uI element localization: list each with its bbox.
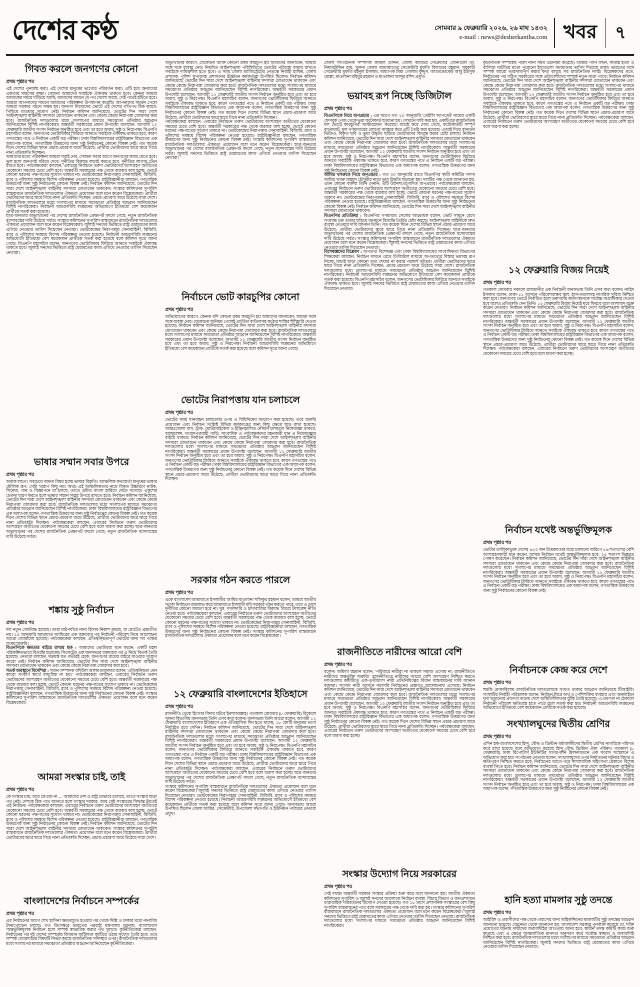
story-body [165, 590, 316, 686]
story-body [483, 280, 634, 522]
continued-from-page-one-kicker: প্রথম পৃষ্ঠার পর [6, 80, 35, 85]
body-paragraph: অভিযোগের কারণে, কেননা যদি কোনো রকম কারচুপি হয় আমাদের জানাবেন; আমরা সঙ্গে সঙ্গে ব্যবস্থা নেব। যেকোনো অনিয়ম পেলেই প্রার্থিতা বাতিলসহ কঠোর শাস্তির হুঁশিয়ারি দেওয়া হয়েছে। নির্বাচন কমিশন জানিয়েছে, ভোটের দিন সারা দেশে আইনশৃঙ্খলা বাহিনীর সদস্যরা মোতায়েন থাকবেন এবং কেন্দ্রে কেন্দ্রে নিরাপত্তা জোরদার করা হবে। রাজনৈতিক দলগুলোর মধ্যে সংলাপের মাধ্যমে সমঝোতা প্রতিষ্ঠার আহ্বান জানিয়েছেন বিশিষ্ট নাগরিকেরা। অন্তর্বর্তী সরকারের প্রধান উপদেষ্টা বলেছেন, আগামী ১২ ফেব্রুয়ারি জাতীয় সংসদ নির্বাচন অনুষ্ঠিত হবে এবং তা হবে অবাধ, সুষ্ঠু ও নিরপেক্ষ। নির্বাচনী আচরণবিধি লঙ্ঘনের অভিযোগে ইতিমধ্যে বেশ কয়েকজন প্রার্থীকে সতর্ক করা হয়েছে বলে কমিশন সূত্রে জানা গেছে। [165, 314, 316, 351]
story-body [6, 620, 157, 769]
column-2 [165, 61, 316, 973]
date-block [435, 24, 555, 42]
story-body [165, 704, 316, 964]
story-body [6, 911, 157, 961]
continued-from-page-one-kicker: প্রথম পৃষ্ঠার পর [165, 411, 194, 416]
column-1 [6, 61, 157, 973]
paragraph-lead: বিএনপিকে নিয়ে অপপ্রচার : [324, 113, 374, 118]
story-body [483, 680, 634, 716]
story-headline: ১২ ফেব্রুয়ারি বাংলাদেশের ইতিহাসে [173, 689, 308, 700]
story-headline: ভোটের নিরাপত্তায় যান চলাচলে [180, 395, 301, 406]
story-headline: গিবত করলে জনগণের কোনো [24, 64, 139, 75]
body-paragraph: আইরিশ ও প্রবাসীদের পক্ষ থেকে প্রবাসের জন্য জহিরুদ্দিনের মামলাটির সুষ্ঠু তদন্তের আহ্বান জানানো হয়েছে। জেনেভা থেকে জানানো হয়, বাংলাদেশ সরকার পুনর্ব্যক্ত করেছে যে, শক্তি প্রয়োগের ঘটনায় দায়ীদের জবাবদিহির আওতায় আনা হবে; স্বাধীন তদন্ত কমিটি কাজ শুরু করেছে এবং এ ক্ষেত্রে আন্তর্জাতিক মানদণ্ড অনুসরণ করে সর্বোচ্চ স্বচ্ছতা ও জবাবদিহি নিশ্চিত করা হবে। রাজনৈতিক দলগুলোর মধ্যে সংলাপের মাধ্যমে সমঝোতা প্রতিষ্ঠার আহ্বান জানিয়েছেন বিশিষ্ট নাগরিকেরা। জুলাই সনদের ভিত্তিতে রাষ্ট্র মেরামতের কাজ এগিয়ে নেওয়ার তাগিদ দিয়েছেন নেতারা। [483, 917, 634, 950]
story-body [483, 734, 634, 892]
header-right [435, 16, 632, 50]
story-body [6, 472, 157, 602]
continued-from-page-one-kicker: প্রথম পৃষ্ঠার পর [6, 473, 35, 478]
continued-from-page-one-kicker: প্রথম পৃষ্ঠার পর [483, 281, 512, 286]
email-line: e-mail : news@desherkantha.com [459, 34, 548, 41]
story-continuation [324, 61, 475, 88]
continued-from-page-one-kicker: প্রথম পৃষ্ঠার পর [165, 591, 194, 596]
body-paragraph: জেলা সাংগঠনিক সম্পাদক কামিল উদ্দিন, জেলা কমিটির সেক্রেটারি জেনারেল ডা. নিযামউদ্দিন রায়, খুলনা জেলা জামায়াতের সেক্রেটারি মুফতি বিলায়ের রহমান, সহকারী সেক্রেটারি মুফতি মইনুল ইসলাম, অধ্যাপক মিয়া গোলাম কুদ্দুস, অ্যাডভোকেট আবু ইউসুফ মোল্লা, মাওলানা মহিবুর রহমান ও মাওলানা আব্দুর রশিদ প্রমুখ। [324, 61, 475, 79]
story-body [324, 662, 475, 866]
page-number: ৭ [605, 18, 632, 48]
columns [6, 61, 634, 973]
paragraph-lead: আমির খসরুকে নিয়ে অপপ্রচার : [324, 172, 383, 178]
continued-from-page-one-kicker: প্রথম পৃষ্ঠার পর [324, 885, 353, 890]
story-continuation [165, 61, 316, 289]
body-paragraph: ভোটার তালিকাভুক্ত দেশের ৪৫৩ জন উত্তরদাতার মধ্যে চালানো জরিপে ৫৬ শতাংশের বেশি অংশগ্রহণকারী মনে করেন, আসন্ন নির্বাচন যথেষ্ট অন্তর্ভুক্তিমূলক হবে; ২৫ শতাংশ ভিন্নমত পোষণ করেছেন। নির্বাচন কমিশন জানিয়েছে, ভোটের দিন সারা দেশে আইনশৃঙ্খলা বাহিনীর সদস্যরা মোতায়েন থাকবেন এবং কেন্দ্রে কেন্দ্রে নিরাপত্তা জোরদার করা হবে। রাজনৈতিক দলগুলোর মধ্যে সংলাপের মাধ্যমে সমঝোতা প্রতিষ্ঠার আহ্বান জানিয়েছেন বিশিষ্ট নাগরিকেরা। অন্তর্বর্তী সরকারের প্রধান উপদেষ্টা বলেছেন, আগামী ১২ ফেব্রুয়ারি জাতীয় সংসদ নির্বাচন অনুষ্ঠিত হবে এবং তা হবে অবাধ, সুষ্ঠু ও নিরপেক্ষ। বিএনপি মহাসচিব বলেন, জনগণের ভোটাধিকার ফিরিয়ে আনতে সবাইকে ঐক্যবদ্ধ থাকতে হবে, কারণ গণতন্ত্রের পথে এ নির্বাচন একটি বড় পরীক্ষা। ঢাকা বিশ্ববিদ্যালয়ের এক অধ্যাপক বলেন, গণতান্ত্রিক উত্তরণের জন্য সুষ্ঠু নির্বাচনের কোনো বিকল্প নেই। [483, 547, 634, 593]
body-paragraph: গতকাল সোমবার সকালে রাজধানীর এক নির্বাচনী জনসভায় তিনি এসব কথা বলেন। নাহিদ ইসলাম বলেন, ঢাকা-১১ আসনে পরিবেশবান্ধব স্কুল, হাসপাতালসহ নাগরিক সুবিধা নিশ্চিত করা হবে। জনগণের ভোটে নির্বাচিত হলে তরুণদের কর্মসংস্থানকে সর্বোচ্চ অগ্রাধিকার দেওয়া হবে বলেও প্রতিশ্রুতি দেন তিনি। ১২ ফেব্রুয়ারি বিজয় নিয়েই ঘরে ফিরবে বলে আশাবাদ ব্যক্ত করেন নেতারা। নির্বাচন কমিশন জানিয়েছে, ভোটের দিন সারা দেশে আইনশৃঙ্খলা বাহিনীর সদস্যরা মোতায়েন থাকবেন এবং কেন্দ্রে কেন্দ্রে নিরাপত্তা জোরদার করা হবে। রাজনৈতিক দলগুলোর মধ্যে সংলাপের মাধ্যমে সমঝোতা প্রতিষ্ঠার আহ্বান জানিয়েছেন বিশিষ্ট নাগরিকেরা। অন্তর্বর্তী সরকারের প্রধান উপদেষ্টা বলেছেন, আগামী ১২ ফেব্রুয়ারি জাতীয় সংসদ নির্বাচন অনুষ্ঠিত হবে এবং তা হবে অবাধ, সুষ্ঠু ও নিরপেক্ষ। বিএনপি মহাসচিব বলেন, জনগণের ভোটাধিকার ফিরিয়ে আনতে সবাইকে ঐক্যবদ্ধ থাকতে হবে, কারণ গণতন্ত্রের পথে এ নির্বাচন একটি বড় পরীক্ষা। ঢাকা বিশ্ববিদ্যালয়ের রাষ্ট্রবিজ্ঞান বিভাগের এক অধ্যাপক বলেন, গণতান্ত্রিক উত্তরণের জন্য সুষ্ঠু নির্বাচনের কোনো বিকল্প নেই। গত কয়েক দিনে দেশের বিভিন্ন স্থানে প্রচার-প্রচারণা জমে উঠেছে; প্রার্থীরা ভোটারদের দ্বারে দ্বারে গিয়ে নানা প্রতিশ্রুতি দিচ্ছেন। পর্যবেক্ষকেরা বলছেন, এবারের নির্বাচনে তরুণ ভোটারদের অংশগ্রহণ অতীতের যেকোনো সময়ের চেয়ে বেশি হবে বলে ধারণা করা হচ্ছে। [483, 287, 634, 356]
story-body [483, 910, 634, 970]
newspaper-masthead: দেশের কণ্ঠ [12, 14, 118, 46]
body-paragraph: একে বাংলাদেশ জামায়াতে ইসলামীর আমির মাওলানা শফিকুর রহমান বলেন, আমরা জাতীয় সংসদ নির্বাচনে জয়লাভ করে জামায়াতে ইসলামী যদি সরকার গঠন করতে পারে, তবে এ দেশে দুর্নীতির কোনো জায়গা হবে না। ঘুষ, দখলদারি ও চাঁদাবাজির বিরুদ্ধে জিরো টলারেন্স নীতি নেওয়া হবে। পর্যবেক্ষকেরা বলছেন, এবারের নির্বাচনে তরুণ ভোটারদের অংশগ্রহণ অতীতের যেকোনো সময়ের চেয়ে বেশি হবে। অন্তর্বর্তী সরকারের পক্ষ থেকে বারবার বলা হচ্ছে, ভোটে কোনো ধরনের পক্ষপাতের সুযোগ থাকবে না। ভোটকেন্দ্রের নিরাপত্তায় সেনাবাহিনী, বিজিবি, র‍্যাব ও পুলিশের সমন্বয়ে বিশেষ পরিকল্পনা নেওয়া হয়েছে। রাষ্ট্রবিজ্ঞানীরা বলছেন, গণতান্ত্রিক উত্তরণের জন্য সুষ্ঠু নির্বাচনের কোনো বিকল্প নেই। সংস্কার কমিশনের সুপারিশ বাস্তবায়নে রাজনৈতিক দলগুলোর ঐকমত্য প্রয়োজন বলে মনে করেন বিশ্লেষকেরা। [165, 597, 316, 639]
story-continuation [483, 61, 634, 262]
body-paragraph: সংস্কার কমিশনের সুপারিশ বাস্তবায়নে রাজনৈতিক দলগুলোর ঐকমত্য প্রয়োজন বলে মনে করেন বিশ্লেষকেরা। জুলাই সনদের ভিত্তিতে রাষ্ট্র মেরামতের কাজ এগিয়ে নেওয়ার তাগিদ দিয়েছেন নেতারা। ভোটকেন্দ্রের নিরাপত্তায় সেনাবাহিনী, বিজিবি, র‍্যাব ও পুলিশের সমন্বয়ে বিশেষ পরিকল্পনা নেওয়া হয়েছে। নির্বাচনী আচরণবিধি লঙ্ঘনের অভিযোগে ইতিমধ্যে বেশ কয়েকজন প্রার্থীকে সতর্ক করা হয়েছে বলে কমিশন সূত্রে জানা গেছে। জনসভায় আরো উপস্থিত ছিলেন জেলা আমির, সেক্রেটারি, উপজেলা সভাপতি ও ইউনিয়ন পর্যায়ের নেতারা প্রমুখ। [165, 783, 316, 817]
body-paragraph: সেই লক্ষ্যে অন্তর্বর্তী সরকার সংস্কার প্রক্রিয়া শুরু করে বলে জানানো হয়। জাতীয় ঐকমত্য কমিশনের সুপারিশ ও জুলাই সনদের আলোকে নির্বাচন ব্যবস্থা, বিচার বিভাগ ও জনপ্রশাসনে ধারাবাহিক পরিবর্তনের উদ্যোগ নেওয়া হয়েছে। গত ১৮ মাসে প্রশাসনিক সংস্কারের বেশ কিছু সুপারিশ বাস্তবায়নের পথে বলে সরকারের পক্ষ থেকে দাবি করা হয়। সংস্কার কমিশনের সুপারিশ বাস্তবায়নে রাজনৈতিক দলগুলোর ঐকমত্য প্রয়োজন বলে মনে করেন বিশ্লেষকেরা। জুলাই সনদের ভিত্তিতে রাষ্ট্র মেরামতের কাজ এগিয়ে নেওয়ার তাগিদ দিয়েছেন নেতারা। রাজনৈতিক দলগুলোর মধ্যে সংলাপের মাধ্যমে সমঝোতা প্রতিষ্ঠার আহ্বান জানিয়েছেন বিশিষ্ট নাগরিকেরা। [324, 891, 475, 928]
continued-from-page-one-kicker: প্রথম পৃষ্ঠার পর [483, 681, 512, 686]
column-4 [483, 61, 634, 973]
continued-from-page-one-kicker: প্রথম পৃষ্ঠার পর [483, 541, 512, 546]
story-body [324, 106, 475, 644]
body-paragraph: আমাদের মতো পরিকল্পনা আমরা সবাই নেব, সেজন্য সবার আগে জনগণের কাছে যেতে হবে। ভুল হলে জনগণই ধরিয়ে দেবে; দুর্নীতির বিরুদ্ধে লড়াই করতে হবে, দুর্নীতির লাগাম টেনে ধরতে হবে। পর্যবেক্ষকেরা বলছেন, এবারের নির্বাচনে তরুণ ভোটারদের অংশগ্রহণ অতীতের যেকোনো সময়ের চেয়ে বেশি হবে। অন্তর্বর্তী সরকারের পক্ষ থেকে বারবার বলা হচ্ছে, ভোটে কোনো ধরনের পক্ষপাতের সুযোগ থাকবে না। ভোটকেন্দ্রের নিরাপত্তায় সেনাবাহিনী, বিজিবি, র‍্যাব ও পুলিশের সমন্বয়ে বিশেষ পরিকল্পনা নেওয়া হয়েছে। রাষ্ট্রবিজ্ঞানীরা বলছেন, গণতান্ত্রিক উত্তরণের জন্য সুষ্ঠু নির্বাচনের কোনো বিকল্প নেই। নির্বাচন কমিশন জানিয়েছে, ভোটের দিন সারা দেশে আইনশৃঙ্খলা বাহিনীর সদস্যরা মোতায়েন থাকবেন। সংস্কার কমিশনের সুপারিশ বাস্তবায়নে রাজনৈতিক দলগুলোর ঐকমত্য প্রয়োজন বলে মনে করেন বিশ্লেষকেরা। প্রার্থীরা ভোটারদের দ্বারে দ্বারে গিয়ে নানা প্রতিশ্রুতি দিচ্ছেন; প্রচার-প্রচারণা জমে উঠেছে সারা দেশে। রাজনৈতিক দলগুলোর মধ্যে সংলাপের মাধ্যমে সমঝোতা প্রতিষ্ঠার আহ্বান জানিয়েছেন বিশিষ্ট নাগরিকেরা। নির্বাচনী আচরণবিধি লঙ্ঘনের অভিযোগে ইতিমধ্যে বেশ কয়েকজন প্রার্থীকে সতর্ক করা হয়েছে। [6, 154, 157, 214]
story-headline: সংস্কার উদ্যোগ নিয়ে সরকারের [342, 869, 457, 880]
body-paragraph: ছাত্র-জনতার অভ্যুত্থানের পর দেশের রাজনৈতিক প্রেক্ষাপট বদলে গেছে; নতুন রাজনৈতিক বন্দোবস্তের দাবি উঠেছে সর্বত্র। সংস্কার কমিশনের সুপারিশ বাস্তবায়নে রাজনৈতিক দলগুলোর ঐকমত্য প্রয়োজন বলে মনে করেন বিশ্লেষকেরা। জুলাই সনদের ভিত্তিতে রাষ্ট্র মেরামতের কাজ এগিয়ে নেওয়ার তাগিদ দিয়েছেন নেতারা। ভোটকেন্দ্রের নিরাপত্তায় সেনাবাহিনী, বিজিবি, র‍্যাব ও পুলিশের সমন্বয়ে বিশেষ পরিকল্পনা নেওয়া হয়েছে। নির্বাচনী আচরণবিধি লঙ্ঘনের অভিযোগে ইতিমধ্যে বেশ কয়েকজন প্রার্থীকে সতর্ক করা হয়েছে বলে কমিশন সূত্রে জানা গেছে। বিএনপি মহাসচিব বলেন, জনগণের ভোটাধিকার ফিরিয়ে আনতে সবাইকে ঐক্যবদ্ধ থাকতে হবে। জুলাই সনদের ভিত্তিতে রাষ্ট্র মেরামতের কাজ এগিয়ে নেওয়ার তাগিদ দিয়েছেন নেতারা। [6, 213, 157, 255]
body-paragraph: অবাক লাগে। সবচেয়ে জঘন্য বিষয় হচ্ছে ভাষার বিকৃতি। আঞ্চলিক কথাবার্তা মানুষের ভাষার মৌলিক রূপ; সেটা খারাপ কিছু নয়। অথচ এই আঞ্চলিকতার নামে বিকৃত উচ্চারণে নাটক, সিনেমা, গান ও বিজ্ঞাপনে যা চলছে, তাতে প্রমিত বাংলা হারিয়ে যেতে বসেছে। একুশের চেতনা ধারণ করতে হলে ভাষার সম্মান সবার উপরে রাখতে হবে। নির্বাচন কমিশন জানিয়েছে, ভোটের দিন সারা দেশে আইনশৃঙ্খলা বাহিনীর সদস্যরা মোতায়েন থাকবেন এবং কেন্দ্রে কেন্দ্রে নিরাপত্তা জোরদার করা হবে। রাজনৈতিক দলগুলোর মধ্যে সংলাপের মাধ্যমে সমঝোতা প্রতিষ্ঠার আহ্বান জানিয়েছেন বিশিষ্ট নাগরিকেরা। ঢাকা বিশ্ববিদ্যালয়ের রাষ্ট্রবিজ্ঞান বিভাগের এক অধ্যাপক বলেন, গণতান্ত্রিক উত্তরণের জন্য সুষ্ঠু নির্বাচনের কোনো বিকল্প নেই। গত কয়েক দিনে দেশের বিভিন্ন স্থানে প্রচার-প্রচারণা জমে উঠেছে; প্রার্থীরা ভোটারদের দ্বারে দ্বারে গিয়ে নানা প্রতিশ্রুতি দিচ্ছেন। পর্যবেক্ষকেরা বলছেন, এবারের নির্বাচনে তরুণ ভোটারদের অংশগ্রহণ অতীতের যেকোনো সময়ের চেয়ে বেশি হবে বলে ধারণা করা হচ্ছে। ছাত্র-জনতার অভ্যুত্থানের পর দেশের রাজনৈতিক প্রেক্ষাপট বদলে গেছে; নতুন রাজনৈতিক বন্দোবস্তের দাবি উঠেছে সর্বত্র। [6, 479, 157, 539]
paragraph-lead: সতর্ক অবস্থানে বিদেশিরা : [6, 667, 50, 673]
story-body [165, 307, 316, 392]
body-paragraph: হুমকি মোকাবিলায় রাজনৈতিক দলগুলোকে সংযত থাকার আহ্বান জানিয়েছে টিআইবি। সংস্থাটির নির্বাহী পরিচালক বলেন, নির্বাচন ঘিরে অর্থ ও পেশিশক্তির ব্যবহার এবং অনলাইনে ঘৃণা ছড়ানোর প্রবণতা বাড়ায় দেশে অস্থিতিশীলতার ঝুঁকি তৈরি হয়েছে। এ প্রবণতা না ঠেকালে নির্বাচনী পরিবেশ ক্ষতিগ্রস্ত হতে পারে বলে সতর্ক করা হয়। নির্বাচনী আচরণবিধি লঙ্ঘনের অভিযোগে ইতিমধ্যে বেশ কয়েকজন প্রার্থীকে সতর্ক করা হয়েছে। [483, 687, 634, 711]
body-paragraph: কে সংস্কার চায়, আর কে চায় না — আমাদের দেশ ও রাষ্ট্র যেভাবে চলেছে, তাতে সংস্কার ছাড়া পথ নেই। দেশকে ঠিক পথে আনতে হলে সংস্কার দরকার, আর সেই সংস্কারের সিদ্ধান্ত নিতেই এই নির্বাচন। পর্যবেক্ষকেরা বলছেন, এবারের নির্বাচনে তরুণ ভোটারদের অংশগ্রহণ অতীতের যেকোনো সময়ের চেয়ে বেশি হবে। অন্তর্বর্তী সরকারের পক্ষ থেকে বারবার বলা হচ্ছে, ভোটে কোনো ধরনের পক্ষপাতের সুযোগ থাকবে না। ভোটকেন্দ্রের নিরাপত্তায় সেনাবাহিনী, বিজিবি, র‍্যাব ও পুলিশের সমন্বয়ে বিশেষ পরিকল্পনা নেওয়া হয়েছে। রাষ্ট্রবিজ্ঞানীরা বলছেন, গণতান্ত্রিক উত্তরণের জন্য সুষ্ঠু নির্বাচনের কোনো বিকল্প নেই। নির্বাচন কমিশন জানিয়েছে, ভোটের দিন সারা দেশে আইনশৃঙ্খলা বাহিনীর সদস্যরা মোতায়েন থাকবেন। সংস্কার কমিশনের সুপারিশ বাস্তবায়নে রাজনৈতিক দলগুলোর ঐকমত্য প্রয়োজন বলে মনে করেন বিশ্লেষকেরা। প্রার্থীরা ভোটারদের দ্বারে দ্বারে গিয়ে নানা প্রতিশ্রুতি দিচ্ছেন; প্রচার-প্রচারণা জমে উঠেছে সারা দেশে। [6, 794, 157, 840]
body-paragraph: এই দেশের পুনর্জন্ম করা। এই দেশের মানুষের ভাগ্যের পরিবর্তন করা। এটি হবে অন্যায়ের একতার সাহসের লক্ষ্য। সেজন্য আমাদের সবাইকে ঐক্যবদ্ধ থাকতে হবে। কেননা আমরা আজকের সময়ে দাঁড়িয়ে আছি; আমাদের সামনে যে পথ খোলা আছে, সেই পথেই হাঁটতে হবে। আমরা আপনাদের সামনে আমাদের পরিকল্পনা উপস্থাপন করেছি। আপনাদের সমর্থন পেলে আমরা সরকার গঠনে সক্ষম হব। জনগণ নিজেদের ভোটে এই দেশের গতিপথ ঠিক করবে; পিছিয়ে যাওয়ার সুযোগ নেই। নির্বাচন কমিশন জানিয়েছে, ভোটের দিন সারা দেশে আইনশৃঙ্খলা বাহিনীর সদস্যরা মোতায়েন থাকবেন এবং কেন্দ্রে কেন্দ্রে নিরাপত্তা জোরদার করা হবে। রাজনৈতিক দলগুলোর মধ্যে সংলাপের মাধ্যমে সমঝোতা প্রতিষ্ঠার আহ্বান জানিয়েছেন বিশিষ্ট নাগরিকেরা। অন্তর্বর্তী সরকারের প্রধান উপদেষ্টা বলেছেন, আগামী ১২ ফেব্রুয়ারি জাতীয় সংসদ নির্বাচন অনুষ্ঠিত হবে এবং তা হবে অবাধ, সুষ্ঠু ও নিরপেক্ষ। বিএনপি মহাসচিব বলেন, জনগণের ভোটাধিকার ফিরিয়ে আনতে সবাইকে ঐক্যবদ্ধ থাকতে হবে, কারণ গণতন্ত্রের পথে এ নির্বাচন একটি বড় পরীক্ষা। ঢাকা বিশ্ববিদ্যালয়ের রাষ্ট্রবিজ্ঞান বিভাগের এক অধ্যাপক বলেন, গণতান্ত্রিক উত্তরণের জন্য সুষ্ঠু নির্বাচনের কোনো বিকল্প নেই। গত কয়েক দিনে দেশের বিভিন্ন স্থানে প্রচার-প্রচারণা জমে উঠেছে; প্রার্থীরা ভোটারদের দ্বারে দ্বারে গিয়ে নানা প্রতিশ্রুতি দিচ্ছেন। [6, 86, 157, 155]
paragraph-lead: বিশেষজ্ঞদের বিশ্লেষণ : [324, 249, 364, 255]
story-headline: সরকার গঠন করতে পারলে [190, 575, 291, 586]
story-body [324, 884, 475, 954]
story-headline: নির্বাচনে ভোট কারচুপির কোনো [181, 292, 300, 303]
body-paragraph: বলেন। জমিলা রহমান বলেন, 'পরিবারে নারীরা না থাকলে সমাজ এগোয় না; রাজনীতিতে নারীদের অন্তর্ভুক্তি জরুরি।' রাজনীতিতে নারীদের আরো বেশি অংশগ্রহণ নিশ্চিত করতে দলগুলোর কমিটিতে এক-তৃতীয়াংশ নারী প্রতিনিধিত্বের বিধান বাস্তবায়নের দাবি জানান বক্তারা। সংসদে নারী আসনে সরাসরি নির্বাচনের প্রস্তাবও আলোচনায় এসেছে। নির্বাচন কমিশন জানিয়েছে, ভোটের দিন সারা দেশে আইনশৃঙ্খলা বাহিনীর সদস্যরা মোতায়েন থাকবেন এবং কেন্দ্রে কেন্দ্রে নিরাপত্তা জোরদার করা হবে। রাজনৈতিক দলগুলোর মধ্যে সংলাপের মাধ্যমে সমঝোতা প্রতিষ্ঠার আহ্বান জানিয়েছেন বিশিষ্ট নাগরিকেরা। অন্তর্বর্তী সরকারের প্রধান উপদেষ্টা বলেছেন, আগামী ১২ ফেব্রুয়ারি জাতীয় সংসদ নির্বাচন অনুষ্ঠিত হবে এবং তা হবে অবাধ, সুষ্ঠু ও নিরপেক্ষ। বিএনপি মহাসচিব বলেন, জনগণের ভোটাধিকার ফিরিয়ে আনতে সবাইকে ঐক্যবদ্ধ থাকতে হবে, কারণ গণতন্ত্রের পথে এ নির্বাচন একটি বড় পরীক্ষা। ঢাকা বিশ্ববিদ্যালয়ের রাষ্ট্রবিজ্ঞান বিভাগের এক অধ্যাপক বলেন, গণতান্ত্রিক উত্তরণের জন্য সুষ্ঠু নির্বাচনের কোনো বিকল্প নেই। গত কয়েক দিনে দেশের বিভিন্ন স্থানে প্রচার-প্রচারণা জমে উঠেছে; প্রার্থীরা ভোটারদের দ্বারে দ্বারে গিয়ে নানা প্রতিশ্রুতি দিচ্ছেন। পর্যবেক্ষকেরা বলছেন, এবারের নির্বাচনে তরুণ ভোটারদের অংশগ্রহণ অতীতের যেকোনো সময়ের চেয়ে বেশি হবে বলে ধারণা করা হচ্ছে। [324, 669, 475, 738]
story-headline: নির্বাচনকে কেন্দ্র করে দেশে [509, 665, 608, 676]
story-headline: ভাষার সম্মান সবার উপরে [33, 457, 130, 468]
story-body [165, 410, 316, 572]
continued-from-page-one-kicker: প্রথম পৃষ্ঠার পর [324, 107, 353, 112]
story-body [483, 540, 634, 662]
story-headline: সংখ্যালঘুদের দ্বিতীয় শ্রেণির [506, 719, 611, 730]
continued-from-page-one-kicker: প্রথম পৃষ্ঠার পর [6, 788, 35, 793]
continued-from-page-one-kicker: প্রথম পৃষ্ঠার পর [6, 912, 35, 917]
body-paragraph: পর্যবেক্ষকেরা বলছেন, এবারের নির্বাচনে তরুণ ভোটারদের অংশগ্রহণ অতীতের যেকোনো সময়ের চেয়ে বেশি হবে। অন্তর্বর্তী সরকারের পক্ষ থেকে বারবার বলা হচ্ছে, ভোটে কোনো ধরনের পক্ষপাতের সুযোগ থাকবে না। ভোটকেন্দ্রের নিরাপত্তায় সেনাবাহিনী, বিজিবি, র‍্যাব ও পুলিশের সমন্বয়ে বিশেষ পরিকল্পনা নেওয়া হয়েছে। রাষ্ট্রবিজ্ঞানীরা বলছেন, গণতান্ত্রিক উত্তরণের জন্য সুষ্ঠু নির্বাচনের কোনো বিকল্প নেই। সংস্কার কমিশনের সুপারিশ বাস্তবায়নে রাজনৈতিক দলগুলোর ঐকমত্য প্রয়োজন বলে মনে করেন বিশ্লেষকেরা। ছাত্র-জনতার অভ্যুত্থানের পর দেশের রাজনৈতিক প্রেক্ষাপট বদলে গেছে; নতুন বন্দোবস্তের দাবি উঠেছে সর্বত্র। জুলাই সনদের ভিত্তিতে রাষ্ট্র মেরামতের কাজ এগিয়ে নেওয়ার তাগিদ দিয়েছেন নেতারা। [165, 119, 316, 161]
paragraph-lead: বিএনপির প্রতিক্রিয়া : [324, 213, 364, 219]
body-paragraph: এর নির্বাচনের আগে শেখ হাসিনা ক্ষমতাচ্যুত হওয়ার পর থেকে দিল্লি ও ঢাকার মধ্যে নানাবিধ টানাপোড়েন চলছে। গত ডিসেম্বরে ভারতের পররাষ্ট্র মন্ত্রণালয় জানায়, বাংলাদেশে 'অন্তর্ভুক্তিমূলক নির্বাচন' হলে সম্পর্ক স্বাভাবিক করার পথ খুলবে। কূটনীতিকেরা বলছেন, নির্বাচনের পর দুই দেশের সম্পর্কের বিদ্যমান জটিলতা কাটিয়ে ওঠার সুযোগ তৈরি হবে। তবে সম্পর্ক জোরদারের বিষয়টি নির্ভর করছে রাজনৈতিক সদিচ্ছার ওপর। রাজনৈতিক দলগুলোর মধ্যে সংলাপের মাধ্যমে সমঝোতা প্রতিষ্ঠার আহ্বান জানিয়েছেন কূটনীতিকেরা। [6, 918, 157, 946]
page-header [6, 8, 634, 56]
story-headline: রাজনীতিতে নারীদের আরো বেশি [337, 647, 462, 658]
story-body [6, 787, 157, 893]
continued-from-page-one-kicker: প্রথম পৃষ্ঠার পর [483, 911, 512, 916]
continued-from-page-one-kicker: প্রথম পৃষ্ঠার পর [324, 663, 353, 668]
body-paragraph: আমির খসরুকে নিয়ে অপপ্রচার : গত ৩০ জানুয়ারি রাতে বিএনপির স্থায়ী কমিটির সদস্য আমির খসরু মাহমুদ চৌধুরীর নামে ভুয়া উদ্ধৃতি ছড়ানো হয়। দলটির পক্ষ থেকে জানানো হয়, এমন কোনো বক্তব্য তিনি দেননি; এটি উদ্দেশ্যপ্রণোদিত অপপ্রচার। পর্যবেক্ষকেরা বলছেন, এবারের নির্বাচনে তরুণ ভোটারদের অংশগ্রহণ অতীতের যেকোনো সময়ের চেয়ে বেশি হবে। অন্তর্বর্তী সরকারের পক্ষ থেকে বারবার বলা হচ্ছে, ভোটে কোনো ধরনের পক্ষপাতের সুযোগ থাকবে না। ভোটকেন্দ্রের নিরাপত্তায় সেনাবাহিনী, বিজিবি, র‍্যাব ও পুলিশের সমন্বয়ে বিশেষ পরিকল্পনা নেওয়া হয়েছে। রাষ্ট্রবিজ্ঞানীরা বলছেন, গণতান্ত্রিক উত্তরণের জন্য সুষ্ঠু নির্বাচনের কোনো বিকল্প নেই। নির্বাচন কমিশন জানিয়েছে, ভোটের দিন সারা দেশে আইনশৃঙ্খলা বাহিনীর সদস্যরা মোতায়েন থাকবেন। [324, 172, 475, 214]
body-paragraph: বিএনপির প্রতিক্রিয়া : বিএনপির গণমাধ্যম সেলের আহ্বায়ক বলেন, ভোট সামনে রেখে সংঘবদ্ধ চক্র গুজব ছড়িয়ে জনমনে বিভ্রান্তি তৈরির চেষ্টা করছে। আইনশৃঙ্খলা বাহিনীকে দ্রুত ব্যবস্থা নেওয়ার দাবি জানান তিনি। গত কয়েক দিনে দেশের বিভিন্ন স্থানে প্রচার-প্রচারণা জমে উঠেছে; প্রার্থীরা ভোটারদের দ্বারে দ্বারে গিয়ে নানা প্রতিশ্রুতি দিচ্ছেন। ছাত্র-জনতার অভ্যুত্থানের পর দেশের রাজনৈতিক প্রেক্ষাপট বদলে গেছে; নতুন রাজনৈতিক বন্দোবস্তের দাবি উঠেছে সর্বত্র। সংস্কার কমিশনের সুপারিশ বাস্তবায়নে রাজনৈতিক দলগুলোর ঐকমত্য প্রয়োজন বলে মনে করেন বিশ্লেষকেরা। জুলাই সনদের ভিত্তিতে রাষ্ট্র মেরামতের কাজ এগিয়ে নেওয়ার তাগিদ দিয়েছেন নেতারা। [324, 213, 475, 250]
column-3 [324, 61, 475, 973]
story-headline: বাংলাদেশের নির্বাচনে সম্পর্কের [23, 896, 140, 907]
body-paragraph: বিএনপিকে ক্ষমতার বাইরে রাখার ছক : আমাদের ভোটাররা মনে করেন, একটি মহল পরিকল্পিতভাবে বিভ্রান্তি ছড়াচ্ছে। সিলেটের এক জনসভার বক্তব্যের পর এ নিয়ে বিতর্ক তৈরি হয়েছে। নেতারা বলছেন, ষড়যন্ত্র যত গভীরই হোক, জনগণের রায়ের বাইরে যাওয়ার সুযোগ কারো নেই। নির্বাচন কমিশন জানিয়েছে, ভোটের দিন সারা দেশে আইনশৃঙ্খলা বাহিনীর সদস্যরা মোতায়েন থাকবেন এবং কেন্দ্রে কেন্দ্রে নিরাপত্তা জোরদার করা হবে। [6, 645, 157, 669]
body-paragraph: এদিন হক-বাংলাদেশের হিন্দু, বৌদ্ধ ও খ্রিস্টান ধর্মাবলম্বীদের দ্বিতীয় শ্রেণির নাগরিকে পরিণত করে রাখা হয়েছে বলে অভিযোগ করেছে হিন্দু বৌদ্ধ খ্রিস্টান ঐক্য পরিষদ। গতকাল (৮ ফেব্রুয়ারি) ঢাকা রিপোর্টার্স ইউনিটির সাগর-রুনি মিলনায়তনে এক সংবাদ সম্মেলনে এ অভিযোগ করা হয়। সংগঠনের নেতারা বলেন, সংখ্যালঘুদের ওপর নির্যাতনের ঘটনার বিচার ও ক্ষতিপূরণ নিশ্চিত করতে হবে; নির্বাচনের আগে-পরে সাম্প্রদায়িক সহিংসতা ঠেকাতে বিশেষ ব্যবস্থা নিতে হবে। নির্বাচন কমিশন জানিয়েছে, ভোটের দিন সারা দেশে আইনশৃঙ্খলা বাহিনীর সদস্যরা মোতায়েন থাকবেন এবং কেন্দ্রে কেন্দ্রে নিরাপত্তা জোরদার করা হবে। রাজনৈতিক দলগুলোর মধ্যে সংলাপের মাধ্যমে সমঝোতা প্রতিষ্ঠার আহ্বান জানিয়েছেন বিশিষ্ট নাগরিকেরা। অন্তর্বর্তী সরকারের প্রধান উপদেষ্টা বলেছেন, আগামী ১২ ফেব্রুয়ারি জাতীয় সংসদ নির্বাচন অনুষ্ঠিত হবে এবং তা হবে অবাধ, সুষ্ঠু ও নিরপেক্ষ। ঢাকা বিশ্ববিদ্যালয়ের এক অধ্যাপক বলেন, গণতান্ত্রিক উত্তরণের জন্য সুষ্ঠু নির্বাচনের কোনো বিকল্প নেই। [483, 741, 634, 792]
story-headline: হানি হত্যা মামলার সুষ্ঠু তদন্তে [504, 895, 613, 906]
body-paragraph: সতর্ক অবস্থানে বিদেশিরা : সুজন সম্পাদক বদিউল আলম মজুমদার বলেন, 'প্রতিদ্বন্দ্বিতা যেন কারো সংকীর্ণ স্বার্থে বাধাগ্রস্ত না হয়।' পর্যবেক্ষকেরা বলছেন, এবারের নির্বাচনে তরুণ ভোটারদের অংশগ্রহণ অতীতের যেকোনো সময়ের চেয়ে বেশি হবে। অন্তর্বর্তী সরকারের পক্ষ থেকে বারবার বলা হচ্ছে, ভোটে কোনো ধরনের পক্ষপাতের সুযোগ থাকবে না। ভোটকেন্দ্রের নিরাপত্তায় সেনাবাহিনী, বিজিবি, র‍্যাব ও পুলিশের সমন্বয়ে বিশেষ পরিকল্পনা নেওয়া হয়েছে। রাষ্ট্রবিজ্ঞানীরা বলছেন, গণতান্ত্রিক উত্তরণের জন্য সুষ্ঠু নির্বাচনের কোনো বিকল্প নেই। সংস্কার কমিশনের সুপারিশ বাস্তবায়নে রাজনৈতিক দলগুলোর ঐকমত্য প্রয়োজন বলে মনে করেন বিশ্লেষকেরা। [6, 667, 157, 705]
continued-from-page-one-kicker: প্রথম পৃষ্ঠার পর [165, 705, 194, 710]
story-headline: ১২ ফেব্রুয়ারি বিজয় নিয়েই [508, 265, 609, 276]
story-headline: আমরা সংস্কার চাই, তাই [37, 772, 126, 783]
story-headline: নির্বাচন যথেষ্ট অন্তর্ভুক্তিমূলক [505, 525, 612, 536]
body-paragraph: কূটনৈতিক সম্পর্কের পারদ নানা সময় ওঠানামা করেছে। তিস্তার পানি বণ্টন, সীমান্ত হত্যা ও বাণিজ্য ঘাটতির মতো পুরোনো ইস্যুগুলো সমাধানের তাগিদ দিয়েছে ঢাকা। ভারতের সঙ্গে সম্পর্ক আরো ভারসাম্যপূর্ণ করার কথা বলছে সব রাজনৈতিক দলই। বিশ্লেষকদের মতে, নির্বাচনের পর গঠিত সরকারের সঙ্গে প্রতিবেশীদের সম্পর্ক নতুন মাত্রা পাবে। নির্বাচন কমিশন জানিয়েছে, ভোটের দিন সারা দেশে আইনশৃঙ্খলা বাহিনীর সদস্যরা মোতায়েন থাকবেন এবং কেন্দ্রে কেন্দ্রে নিরাপত্তা জোরদার করা হবে। রাজনৈতিক দলগুলোর মধ্যে সংলাপের মাধ্যমে সমঝোতা প্রতিষ্ঠার আহ্বান জানিয়েছেন বিশিষ্ট নাগরিকেরা। অন্তর্বর্তী সরকারের প্রধান উপদেষ্টা বলেছেন, আগামী ১২ ফেব্রুয়ারি জাতীয় সংসদ নির্বাচন অনুষ্ঠিত হবে এবং তা হবে অবাধ, সুষ্ঠু ও নিরপেক্ষ। বিএনপি মহাসচিব বলেন, জনগণের ভোটাধিকার ফিরিয়ে আনতে সবাইকে ঐক্যবদ্ধ থাকতে হবে, কারণ গণতন্ত্রের পথে এ নির্বাচন একটি বড় পরীক্ষা। ঢাকা বিশ্ববিদ্যালয়ের রাষ্ট্রবিজ্ঞান বিভাগের এক অধ্যাপক বলেন, গণতান্ত্রিক উত্তরণের জন্য সুষ্ঠু নির্বাচনের কোনো বিকল্প নেই। গত কয়েক দিনে দেশের বিভিন্ন স্থানে প্রচার-প্রচারণা জমে উঠেছে; প্রার্থীরা ভোটারদের দ্বারে দ্বারে গিয়ে নানা প্রতিশ্রুতি দিচ্ছেন। পর্যবেক্ষকেরা বলছেন, এবারের নির্বাচনে তরুণ ভোটারদের অংশগ্রহণ অতীতের যেকোনো সময়ের চেয়ে বেশি হবে বলে ধারণা করা হচ্ছে। [483, 61, 634, 129]
continued-from-page-one-kicker: প্রথম পৃষ্ঠার পর [165, 308, 194, 313]
body-paragraph: ভোটের সময় যানবাহন চলাচলের ওপর এ বিধিনিষেধ আরোপ করা হয়েছে। তবে জরুরি প্রয়োজন এবং নির্বাচন সংশ্লিষ্ট বিভিন্ন কর্মকাণ্ডের জন্য কিছু ক্ষেত্রে ছাড় রাখা হয়েছে। আন্তঃজেলা বাস, ট্রাক, মোটরসাইকেল ও ইঞ্জিনচালিত নৌযান চলাচলে নিষেধাজ্ঞা থাকবে; অ্যাম্বুলেন্স, সংবাদপত্রবাহী গাড়ি, সাংবাদিক ও পর্যবেক্ষকদের বহনকারী যান এ নিষেধাজ্ঞার বাইরে থাকবে। নির্বাচন কমিশন জানিয়েছে, ভোটের দিন সারা দেশে আইনশৃঙ্খলা বাহিনীর সদস্যরা মোতায়েন থাকবেন এবং কেন্দ্রে কেন্দ্রে নিরাপত্তা জোরদার করা হবে। রাজনৈতিক দলগুলোর মধ্যে সংলাপের মাধ্যমে সমঝোতা প্রতিষ্ঠার আহ্বান জানিয়েছেন বিশিষ্ট নাগরিকেরা। অন্তর্বর্তী সরকারের প্রধান উপদেষ্টা বলেছেন, আগামী ১২ ফেব্রুয়ারি জাতীয় সংসদ নির্বাচন অনুষ্ঠিত হবে এবং তা হবে অবাধ, সুষ্ঠু ও নিরপেক্ষ। বিএনপি মহাসচিব বলেন, জনগণের ভোটাধিকার ফিরিয়ে আনতে সবাইকে ঐক্যবদ্ধ থাকতে হবে, কারণ গণতন্ত্রের পথে এ নির্বাচন একটি বড় পরীক্ষা। ঢাকা বিশ্ববিদ্যালয়ের রাষ্ট্রবিজ্ঞান বিভাগের এক অধ্যাপক বলেন, গণতান্ত্রিক উত্তরণের জন্য সুষ্ঠু নির্বাচনের কোনো বিকল্প নেই। গত কয়েক দিনে দেশের বিভিন্ন স্থানে প্রচার-প্রচারণা জমে উঠেছে; প্রার্থীরা ভোটারদের দ্বারে দ্বারে গিয়ে নানা প্রতিশ্রুতি দিচ্ছেন। [165, 417, 316, 482]
body-paragraph: বিএনপিকে নিয়ে অপপ্রচার : এর আগে গত ২০ জানুয়ারি 'ডেইলি আপডেট' নামের একটি ফেসবুক পেজ থেকে ভুয়া ফটোকার্ড ছড়ানো হয়। সেখানে দাবি করা হয়, একটি বড় রাজনৈতিক দল ভোটে কারচুপির 'মাস্টারপ্ল্যান' করেছে। যাচাই করে দেখা গেছে, ফটোকার্ডটি সম্পূর্ণ বানোয়াট; মূল গণমাধ্যমের লোগো ব্যবহার করে এটি তৈরি করা হয়েছে। এআই দিয়ে বানানো ভিডিও, বিকৃত ছবি ও ভুয়া উদ্ধৃতি ছড়িয়ে ভোটারদের বিভ্রান্ত করার চেষ্টা চলছে। নির্বাচন কমিশন জানিয়েছে, ভোটের দিন সারা দেশে আইনশৃঙ্খলা বাহিনীর সদস্যরা মোতায়েন থাকবেন এবং কেন্দ্রে কেন্দ্রে নিরাপত্তা জোরদার করা হবে। রাজনৈতিক দলগুলোর মধ্যে সংলাপের মাধ্যমে সমঝোতা প্রতিষ্ঠার আহ্বান জানিয়েছেন বিশিষ্ট নাগরিকেরা। অন্তর্বর্তী সরকারের প্রধান উপদেষ্টা বলেছেন, আগামী ১২ ফেব্রুয়ারি জাতীয় সংসদ নির্বাচন অনুষ্ঠিত হবে এবং তা হবে অবাধ, সুষ্ঠু ও নিরপেক্ষ। বিএনপি মহাসচিব বলেন, জনগণের ভোটাধিকার ফিরিয়ে আনতে সবাইকে ঐক্যবদ্ধ থাকতে হবে, কারণ গণতন্ত্রের পথে এ নির্বাচন একটি বড় পরীক্ষা। ঢাকা বিশ্ববিদ্যালয়ের রাষ্ট্রবিজ্ঞান বিভাগের এক অধ্যাপক বলেন, গণতান্ত্রিক উত্তরণের জন্য সুষ্ঠু নির্বাচনের কোনো বিকল্প নেই। [324, 113, 475, 173]
body-paragraph: রাজনীতি থেকে হিংসার বিদায় ঘটবে ইনশাআল্লাহ। গতকাল রোববার (৮ ফেব্রুয়ারি) বিকেলে খুলনা বিভাগীয় জনসভায় তিনি এসব কথা বলেন। জনসভায় তিনি আরো বলেন, আগামী ১২ ফেব্রুয়ারি বাংলাদেশের ইতিহাসে এক ঐতিহাসিক দিন হতে যাচ্ছে; ১৮ কোটি মানুষের ভাগ্য নির্ধারিত হবে সেদিন। নির্বাচন কমিশন জানিয়েছে, ভোটের দিন সারা দেশে আইনশৃঙ্খলা বাহিনীর সদস্যরা মোতায়েন থাকবেন এবং কেন্দ্রে কেন্দ্রে নিরাপত্তা জোরদার করা হবে। রাজনৈতিক দলগুলোর মধ্যে সংলাপের মাধ্যমে সমঝোতা প্রতিষ্ঠার আহ্বান জানিয়েছেন বিশিষ্ট নাগরিকেরা। অন্তর্বর্তী সরকারের প্রধান উপদেষ্টা বলেছেন, আগামী ১২ ফেব্রুয়ারি জাতীয় সংসদ নির্বাচন অনুষ্ঠিত হবে এবং তা হবে অবাধ, সুষ্ঠু ও নিরপেক্ষ। বিএনপি মহাসচিব বলেন, জনগণের ভোটাধিকার ফিরিয়ে আনতে সবাইকে ঐক্যবদ্ধ থাকতে হবে, কারণ গণতন্ত্রের পথে এ নির্বাচন একটি বড় পরীক্ষা। ঢাকা বিশ্ববিদ্যালয়ের রাষ্ট্রবিজ্ঞান বিভাগের এক অধ্যাপক বলেন, গণতান্ত্রিক উত্তরণের জন্য সুষ্ঠু নির্বাচনের কোনো বিকল্প নেই। গত কয়েক দিনে দেশের বিভিন্ন স্থানে প্রচার-প্রচারণা জমে উঠেছে; প্রার্থীরা ভোটারদের দ্বারে দ্বারে গিয়ে নানা প্রতিশ্রুতি দিচ্ছেন। পর্যবেক্ষকেরা বলছেন, এবারের নির্বাচনে তরুণ ভোটারদের অংশগ্রহণ অতীতের যেকোনো সময়ের চেয়ে বেশি হবে বলে ধারণা করা হচ্ছে। ছাত্র-জনতার অভ্যুত্থানের পর দেশের রাজনৈতিক প্রেক্ষাপট বদলে গেছে; নতুন রাজনৈতিক বন্দোবস্তের দাবি উঠেছে সর্বত্র। [165, 711, 316, 785]
paragraph-lead: বিএনপিকে ক্ষমতার বাইরে রাখার ছক : [6, 645, 79, 651]
body-paragraph: অভ্যুত্থানের কারণে, যেকোনো ব্যক্তি কোনো রকম কারচুপি হয় আমাদের জানাবেন, আমরা সঙ্গে সঙ্গে ব্যবস্থা নেব। নিয়মিত আইনশৃঙ্খলা পরিস্থিতিতে ভোটের পরিবেশ বজায় রাখতে সবাইকে দায়িত্বশীল হতে হবে। এ সময় জেলা ম্যাজিস্ট্রেটের নেতৃত্বে নির্বাহী হাকিম, জেলা প্রশাসক, পুলিশ সুপারসহ প্রশাসনের ঊর্ধ্বতন কর্মকর্তারা উপস্থিত ছিলেন। নির্বাচন কমিশন জানিয়েছে, ভোটের দিন সারা দেশে আইনশৃঙ্খলা বাহিনীর সদস্যরা মোতায়েন থাকবেন এবং কেন্দ্রে কেন্দ্রে নিরাপত্তা জোরদার করা হবে। রাজনৈতিক দলগুলোর মধ্যে সংলাপের মাধ্যমে সমঝোতা প্রতিষ্ঠার আহ্বান জানিয়েছেন বিশিষ্ট নাগরিকেরা। অন্তর্বর্তী সরকারের প্রধান উপদেষ্টা বলেছেন, আগামী ১২ ফেব্রুয়ারি জাতীয় সংসদ নির্বাচন অনুষ্ঠিত হবে এবং তা হবে অবাধ, সুষ্ঠু ও নিরপেক্ষ। বিএনপি মহাসচিব বলেন, জনগণের ভোটাধিকার ফিরিয়ে আনতে সবাইকে ঐক্যবদ্ধ থাকতে হবে, কারণ গণতন্ত্রের পথে এ নির্বাচন একটি বড় পরীক্ষা। ঢাকা বিশ্ববিদ্যালয়ের রাষ্ট্রবিজ্ঞান বিভাগের এক অধ্যাপক বলেন, গণতান্ত্রিক উত্তরণের জন্য সুষ্ঠু নির্বাচনের কোনো বিকল্প নেই। গত কয়েক দিনে দেশের বিভিন্ন স্থানে প্রচার-প্রচারণা জমে উঠেছে; প্রার্থীরা ভোটারদের দ্বারে দ্বারে গিয়ে নানা প্রতিশ্রুতি দিচ্ছেন। [165, 61, 316, 120]
story-body [6, 79, 157, 454]
body-paragraph: বিশেষজ্ঞদের বিশ্লেষণ : অপতথ্য বিশেষজ্ঞ এবং ঢাকা বিশ্ববিদ্যালয়ের সাংবাদিকতা বিভাগের শিক্ষকেরা বলছেন, নির্বাচন সামনে রেখে ডিজিটাল মাধ্যমে অপতথ্যের বিস্তার ভয়াবহ রূপ নিচ্ছে; যাচাই ছাড়া কোনো তথ্য শেয়ার না করার পরামর্শ তাঁদের। প্রার্থীরা ভোটারদের দ্বারে দ্বারে গিয়ে নানা প্রতিশ্রুতি দিচ্ছেন; প্রচার-প্রচারণা জমে উঠেছে সারা দেশে। রাজনৈতিক দলগুলোর মধ্যে সংলাপের মাধ্যমে সমঝোতা প্রতিষ্ঠার আহ্বান জানিয়েছেন বিশিষ্ট নাগরিকেরা। নির্বাচনী আচরণবিধি লঙ্ঘনের অভিযোগে ইতিমধ্যে বেশ কয়েকজন প্রার্থীকে সতর্ক করা হয়েছে। বিএনপি মহাসচিব বলেন, জনগণের ভোটাধিকার ফিরিয়ে আনতে সবাইকে ঐক্যবদ্ধ থাকতে হবে। জুলাই সনদের ভিত্তিতে রাষ্ট্র মেরামতের কাজ এগিয়ে নেওয়ার তাগিদ দিয়েছেন নেতারা। [324, 249, 475, 291]
section-title: খবর [554, 18, 605, 48]
story-headline: ভয়াবহ রূপ নিচ্ছে ডিজিটাল [347, 91, 452, 102]
continued-from-page-one-kicker: প্রথম পৃষ্ঠার পর [6, 621, 35, 626]
story-headline: শঙ্কায় সুষ্ঠু নির্বাচন [49, 605, 114, 616]
dateline: সোমবার ৯ ফেব্রুয়ারি ২০২৬, ২৬ মাঘ ১৪৩২ [434, 25, 548, 32]
continued-from-page-one-kicker: প্রথম পৃষ্ঠার পর [483, 735, 512, 740]
body-paragraph: দল নতুন জোটবদ্ধ হয়েছে। তারা মাঠপর্যায়ে নানা হিসাব-নিকাশ করছে, যা মোটেও প্রশ্নাতীত নয়। ২৫ জানুয়ারি জামায়াত আমিরের এক বক্তব্যের পর নির্বাচনী পরিবেশ নিয়ে আলোচনা আরো জোরালো হয়েছে। পর্যবেক্ষকেরা বলছেন, প্রতিদ্বন্দ্বিতাপূর্ণ ভোটের জন্য সব পক্ষের সংযম জরুরি। [6, 627, 157, 646]
